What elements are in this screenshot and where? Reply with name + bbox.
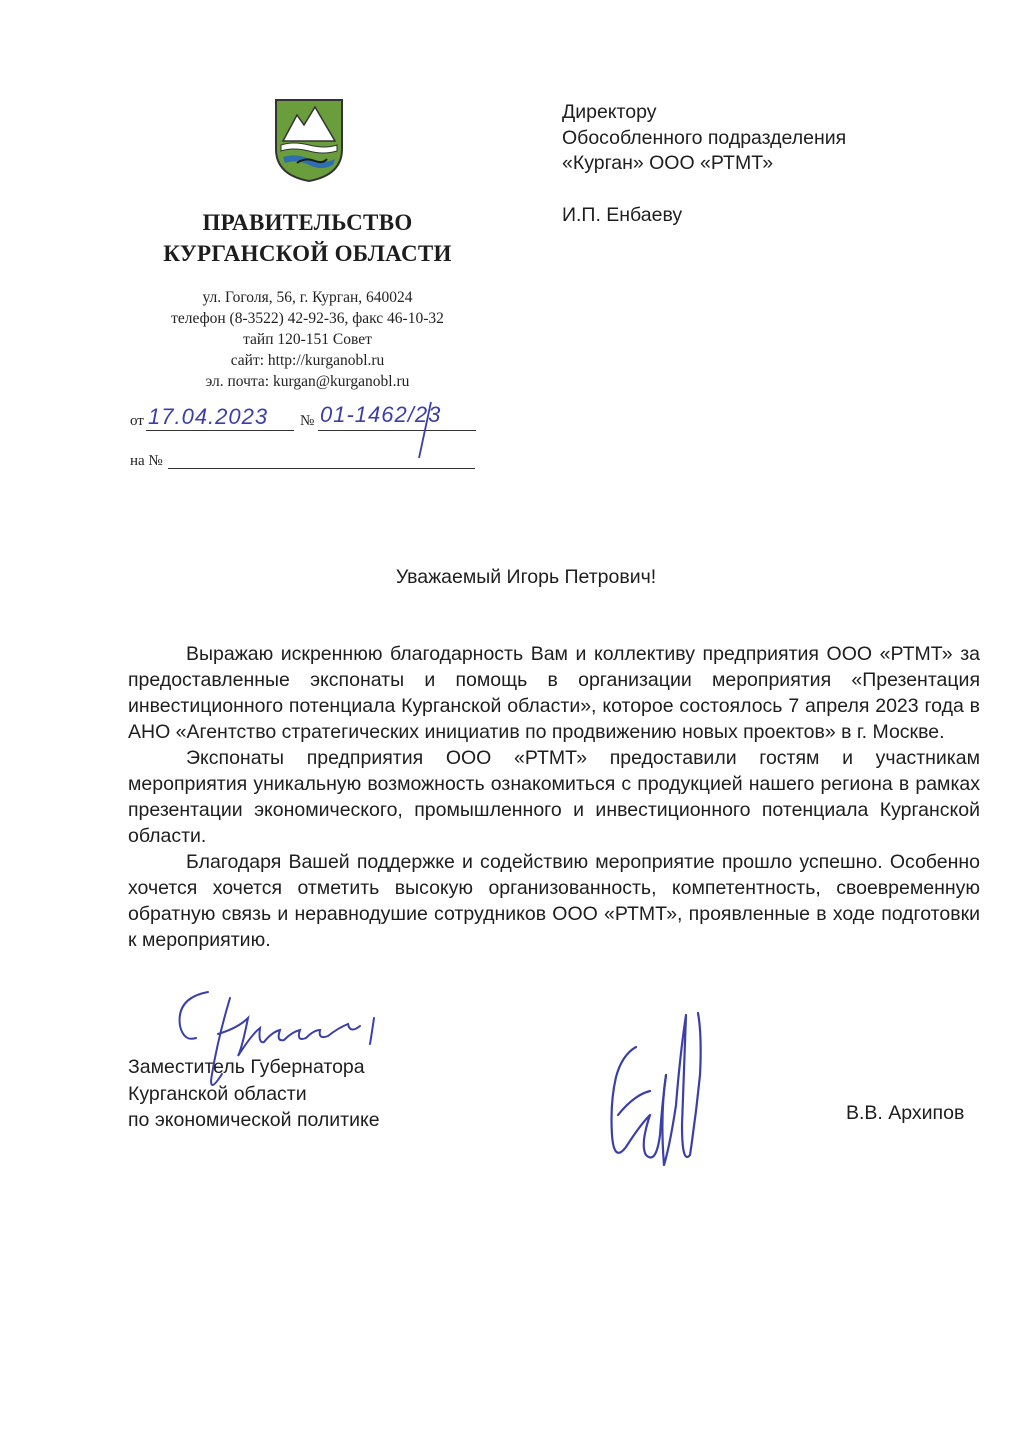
signer-name: В.В. Архипов	[846, 1102, 965, 1124]
recipient-name: И.П. Енбаеву	[562, 204, 683, 226]
signer-position	[128, 1054, 380, 1134]
signer-position-line1: Заместитель Губернатора	[128, 1056, 365, 1078]
registration-number-label: №	[300, 413, 315, 429]
signer-position-line3: по экономической политике	[128, 1109, 380, 1131]
recipient-line2: Обособленного подразделения	[562, 126, 847, 149]
organization-email: эл. почта: kurgan@kurganobl.ru	[205, 373, 410, 390]
registration-number: 01-1462/23	[320, 402, 442, 427]
registration-reply-underline	[168, 468, 475, 469]
letter-body	[128, 641, 980, 953]
recipient-block	[562, 100, 846, 177]
organization-title-line2: КУРГАНСКОЙ ОБЛАСТИ	[163, 241, 452, 266]
letter-paragraph-1: Выражаю искреннюю благодарность Вам и коллективу предприятия ООО «РТМТ» за предоставленные экспонаты и помощь в организации мероприятия «Презентация инвестиционного потенциала Курганской области», которое состоялось 7 апреля 2023 года в АНО «Агентство стратегических инициатив по продвижению новых проектов» в г. Москве.	[128, 643, 980, 743]
organization-title-line1: ПРАВИТЕЛЬСТВО	[202, 210, 413, 235]
kurgan-coat-of-arms-icon	[273, 97, 345, 183]
handwritten-slash-stroke	[415, 400, 435, 460]
registration-date-underline	[146, 430, 294, 431]
organization-telex: тайп 120-151 Совет	[243, 331, 372, 348]
organization-site: сайт: http://kurganobl.ru	[230, 352, 385, 369]
letter-paragraph-3: Благодаря Вашей поддержке и содействию мероприятие прошло успешно. Особенно хочется хочется отметить высокую организованность, компетентность, своевременную обратную связь и неравнодушие сотрудников ООО «РТМТ», проявленные в ходе подготовки к мероприятию.	[128, 851, 980, 951]
handwritten-signature-icon	[600, 995, 720, 1180]
registration-from-label: от	[130, 413, 144, 429]
signer-position-line2: Курганской области	[128, 1082, 307, 1105]
recipient-line1: Директору	[562, 101, 657, 123]
recipient-line3: «Курган» ООО «РТМТ»	[562, 152, 774, 174]
registration-date: 17.04.2023	[148, 404, 269, 429]
organization-phone: телефон (8-3522) 42-92-36, факс 46-10-32	[171, 310, 444, 327]
organization-address: ул. Гоголя, 56, г. Курган, 640024	[202, 289, 413, 306]
organization-title	[110, 207, 505, 269]
organization-contacts	[110, 287, 505, 392]
letter-greeting: Уважаемый Игорь Петрович!	[395, 566, 657, 588]
registration-number-underline	[318, 430, 476, 431]
letter-paragraph-2: Экспонаты предприятия ООО «РТМТ» предоставили гостям и участникам мероприятия уникальную возможность ознакомиться с продукцией нашего региона в рамках презентации экономического, промышленного и инвестиционного потенциала Курганской области.	[128, 747, 980, 847]
registration-reply-label: на №	[130, 453, 163, 469]
